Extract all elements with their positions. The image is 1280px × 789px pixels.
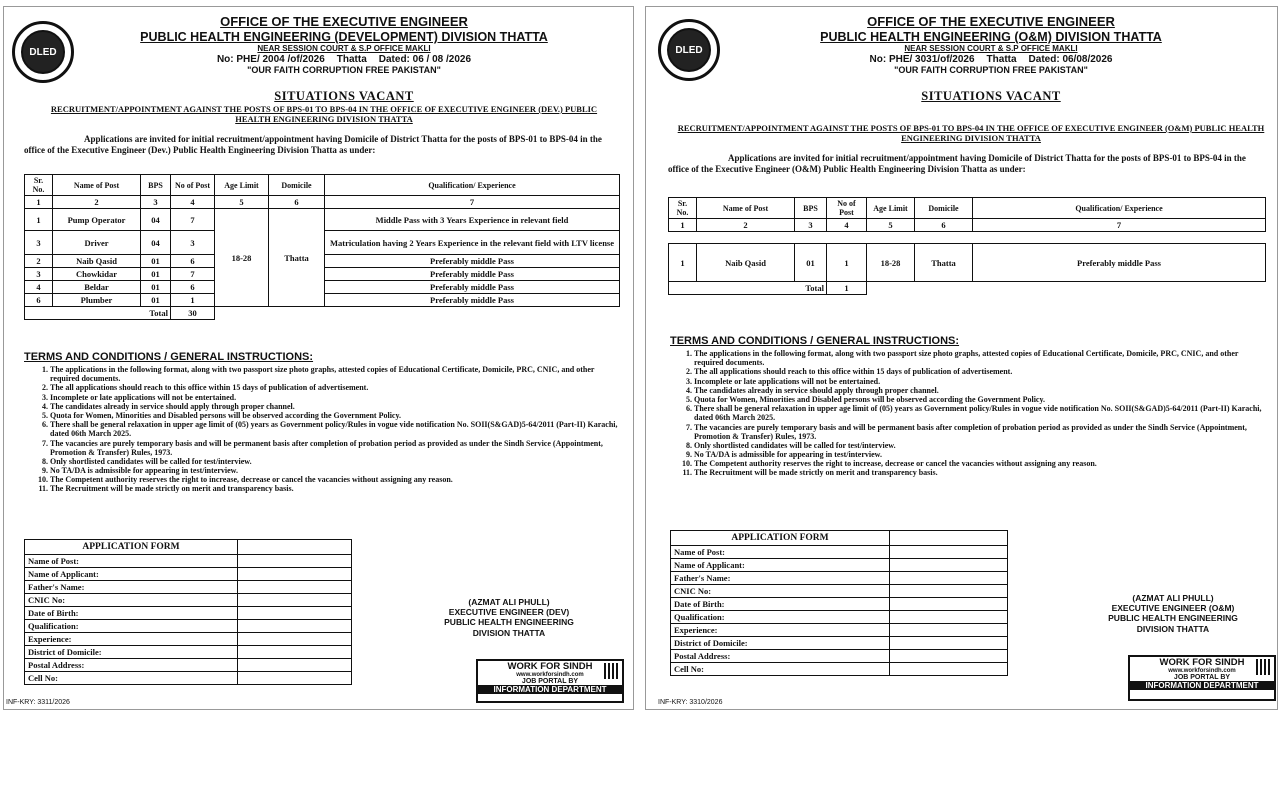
- column-number-row: 1 2 3 4 5 6 7: [25, 196, 620, 209]
- form-field-blank: [890, 650, 1008, 663]
- list-item: 4. The candidates already in service should apply through proper channel.: [50, 402, 620, 411]
- form-field-blank: [238, 555, 352, 568]
- table-row: 3 Chowkidar 01 7 Preferably middle Pass: [25, 268, 620, 281]
- form-field-blank: [890, 585, 1008, 598]
- total-row: Total 1: [669, 282, 1266, 295]
- form-title: APPLICATION FORM: [671, 531, 890, 546]
- office-title: OFFICE OF THE EXECUTIVE ENGINEER: [220, 14, 468, 29]
- recruitment-heading: RECRUITMENT/APPOINTMENT AGAINST THE POSTS OF BPS-01 TO BPS-04 IN THE OFFICE OF EXECUTIVE ENGINEER (DEV.) PUBLIC HEALTH ENGINEERING DIVISION THATTA: [50, 104, 598, 124]
- department-logo-icon: DLED: [658, 19, 720, 81]
- form-field-blank: [890, 624, 1008, 637]
- list-item: 10. The Competent authority reserves the right to increase, decrease or cancel the vacancies without assigning any reason.: [694, 459, 1266, 468]
- domicile-cell: Thatta: [269, 209, 325, 307]
- column-number-row: 1 2 3 4 5 6 7: [669, 219, 1266, 232]
- division-title: PUBLIC HEALTH ENGINEERING (O&M) DIVISION THATTA: [820, 29, 1162, 44]
- info-reference: INF-KRY: 3310/2026: [658, 699, 723, 706]
- form-field-blank: [238, 633, 352, 646]
- terms-list: [668, 349, 1266, 478]
- office-title: OFFICE OF THE EXECUTIVE ENGINEER: [867, 14, 1115, 29]
- list-item: 9. No TA/DA is admissible for appearing in test/interview.: [50, 466, 620, 475]
- list-item: 7. The vacancies are purely temporary basis and will be permanent basis after completion of probation period as provided as under the Sindh Service (Appointment, Promotion & Transfer) Rules, 1973.: [50, 439, 620, 457]
- intro-paragraph: Applications are invited for initial recruitment/appointment having Domicile of District Thatta for the posts of BPS-01 to BPS-04 in the office of the Executive Engineer (Dev.) Public Health Engineering Division Thatta as under:: [24, 134, 602, 155]
- form-title: APPLICATION FORM: [25, 540, 238, 555]
- motto: "OUR FAITH CORRUPTION FREE PAKISTAN": [247, 65, 441, 75]
- signature-block: (AZMAT ALI PHULL) EXECUTIVE ENGINEER (DEV) PUBLIC HEALTH ENGINEERING DIVISION THATTA: [444, 597, 574, 638]
- list-item: 8. Only shortlisted candidates will be called for test/interview.: [694, 441, 1266, 450]
- office-address: NEAR SESSION COURT & S.P OFFICE MAKLI: [257, 44, 431, 54]
- list-item: 11. The Recruitment will be made strictly on merit and transparency basis.: [694, 468, 1266, 477]
- form-field-blank: [890, 546, 1008, 559]
- list-item: 5. Quota for Women, Minorities and Disabled persons will be observed according the Government Policy.: [50, 411, 620, 420]
- application-form: APPLICATION FORM Name of Post: Name of Applicant: Father's Name: CNIC No: Date of Birth: Qualification: Experience: District of Domicile: Postal Address: Cell No:: [670, 530, 1008, 676]
- form-field-blank: [890, 611, 1008, 624]
- table-header-row: Sr. No. Name of Post BPS No of Post Age Limit Domicile Qualification/ Experience: [669, 198, 1266, 219]
- qr-code-icon: [1256, 659, 1272, 675]
- age-limit-cell: 18-28: [215, 209, 269, 307]
- list-item: 10. The Competent authority reserves the right to increase, decrease or cancel the vacancies without assigning any reason.: [50, 475, 620, 484]
- qr-code-icon: [604, 663, 620, 679]
- info-reference: INF-KRY: 3311/2026: [6, 699, 70, 706]
- recruitment-heading: RECRUITMENT/APPOINTMENT AGAINST THE POSTS OF BPS-01 TO BPS-04 IN THE OFFICE OF EXECUTIVE ENGINEER (O&M) PUBLIC HEALTH ENGINEERING DIVISION THATTA: [677, 123, 1265, 143]
- list-item: 5. Quota for Women, Minorities and Disabled persons will be observed according the Government Policy.: [694, 395, 1266, 404]
- form-field-blank: [238, 607, 352, 620]
- situations-vacant-heading: SITUATIONS VACANT: [274, 89, 414, 103]
- table-row: 2 Naib Qasid 01 6 Preferably middle Pass: [25, 255, 620, 268]
- motto: "OUR FAITH CORRUPTION FREE PAKISTAN": [894, 65, 1088, 75]
- form-field-blank: [238, 568, 352, 581]
- total-row: Total 30: [25, 307, 620, 320]
- form-field-blank: [238, 672, 352, 685]
- list-item: 7. The vacancies are purely temporary basis and will be permanent basis after completion of probation period as provided as under the Sindh Service (Appointment, Promotion & Transfer) Rules, 1973.: [694, 423, 1266, 441]
- list-item: 8. Only shortlisted candidates will be called for test/interview.: [50, 457, 620, 466]
- list-item: 2. The all applications should reach to this office within 15 days of publication of advertisement.: [694, 367, 1266, 376]
- division-title: PUBLIC HEALTH ENGINEERING (DEVELOPMENT) DIVISION THATTA: [140, 29, 548, 44]
- office-address: NEAR SESSION COURT & S.P OFFICE MAKLI: [904, 44, 1078, 54]
- signature-block: (AZMAT ALI PHULL) EXECUTIVE ENGINEER (O&M) PUBLIC HEALTH ENGINEERING DIVISION THATTA: [1108, 593, 1238, 634]
- table-header-row: Sr. No. Name of Post BPS No of Post Age Limit Domicile Qualification/ Experience: [25, 175, 620, 196]
- terms-heading: TERMS AND CONDITIONS / GENERAL INSTRUCTIONS:: [670, 335, 960, 347]
- list-item: 4. The candidates already in service should apply through proper channel.: [694, 386, 1266, 395]
- department-logo-icon: DLED: [12, 21, 74, 83]
- letterhead: [84, 15, 604, 75]
- form-field-blank: [238, 594, 352, 607]
- form-field-blank: [890, 598, 1008, 611]
- advertisement-development: [3, 6, 634, 710]
- form-field-blank: [238, 659, 352, 672]
- reference-line: No: PHE/ 2004 /of/2026 Thatta Dated: 06 / 08 /2026: [216, 53, 472, 65]
- terms-heading: TERMS AND CONDITIONS / GENERAL INSTRUCTIONS:: [24, 351, 314, 363]
- posts-table: [24, 174, 620, 320]
- list-item: 3. Incomplete or late applications will not be entertained.: [694, 377, 1266, 386]
- list-item: 3. Incomplete or late applications will not be entertained.: [50, 393, 620, 402]
- work-for-sindh-badge: WORK FOR SINDH www.workforsindh.com JOB PORTAL BY INFORMATION DEPARTMENT: [1128, 655, 1276, 701]
- list-item: 11. The Recruitment will be made strictly on merit and transparency basis.: [50, 484, 620, 493]
- form-field-blank: [890, 572, 1008, 585]
- intro-paragraph: Applications are invited for initial recruitment/appointment having Domicile of District Thatta for the posts of BPS-01 to BPS-04 in the office of the Executive Engineer (O&M) Public Health Engineering Division Thatta as under:: [668, 153, 1246, 174]
- list-item: 9. No TA/DA is admissible for appearing in test/interview.: [694, 450, 1266, 459]
- posts-table: [668, 197, 1266, 295]
- table-row: 4 Beldar 01 6 Preferably middle Pass: [25, 281, 620, 294]
- application-form: APPLICATION FORM Name of Post: Name of Applicant: Father's Name: CNIC No: Date of Birth: Qualification: Experience: District of Domicile: Postal Address: Cell No:: [24, 539, 352, 685]
- terms-list: [24, 365, 620, 494]
- work-for-sindh-badge: WORK FOR SINDH www.workforsindh.com JOB PORTAL BY INFORMATION DEPARTMENT: [476, 659, 624, 703]
- form-field-blank: [890, 637, 1008, 650]
- list-item: 1. The applications in the following format, along with two passport size photo graphs, attested copies of Educational Certificate, Domicile, PRC, CNIC, and other required documents.: [694, 349, 1266, 367]
- list-item: 6. There shall be general relaxation in upper age limit of (05) years as Government policy/Rules in vogue vide notification No. SOII(S&GAD)5-64/2011 (Part-II) Karachi, dated 06th March 2025.: [694, 404, 1266, 422]
- list-item: 2. The all applications should reach to this office within 15 days of publication of advertisement.: [50, 383, 620, 392]
- table-row: 1 Naib Qasid 01 1 18-28 Thatta Preferably middle Pass: [669, 244, 1266, 282]
- form-field-blank: [890, 559, 1008, 572]
- form-field-blank: [238, 581, 352, 594]
- advertisement-om: [645, 6, 1278, 710]
- list-item: 1. The applications in the following format, along with two passport size photo graphs, attested copies of Educational Certificate, Domicile, PRC, CNIC, and other required documents.: [50, 365, 620, 383]
- list-item: 6. There shall be general relaxation in upper age limit of (05) years as Government policy/Rules in vogue vide notification No. SOII(S&GAD)5-64/2011 (Part-II) Karachi, dated 06th March 2025.: [50, 420, 620, 438]
- table-row: 3 Driver 04 3 Matriculation having 2 Years Experience in the relevant field with LTV license: [25, 231, 620, 255]
- table-row: 6 Plumber 01 1 Preferably middle Pass: [25, 294, 620, 307]
- table-row: 1 Pump Operator 04 7 18-28 Thatta Middle Pass with 3 Years Experience in relevant field: [25, 209, 620, 231]
- form-field-blank: [238, 620, 352, 633]
- reference-line: No: PHE/ 3031/of/2026 Thatta Dated: 06/08/2026: [869, 53, 1113, 65]
- form-field-blank: [890, 663, 1008, 676]
- letterhead: [726, 15, 1256, 75]
- situations-vacant-heading: SITUATIONS VACANT: [921, 89, 1061, 103]
- form-field-blank: [238, 646, 352, 659]
